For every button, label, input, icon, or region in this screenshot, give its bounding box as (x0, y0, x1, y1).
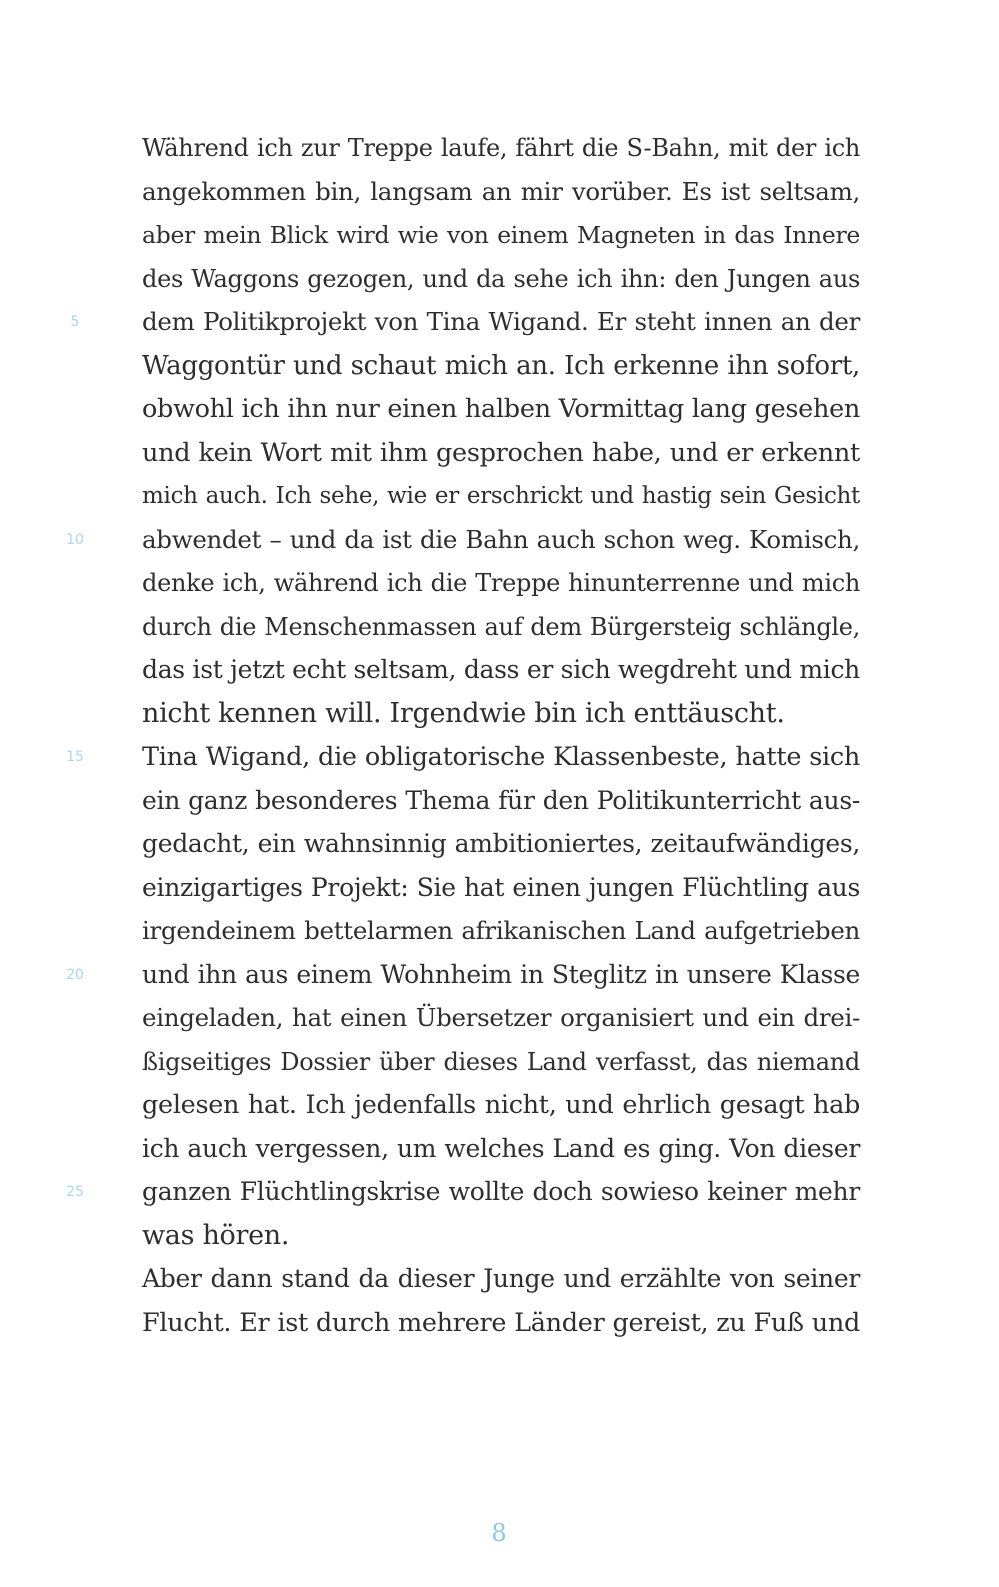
text-line: ßigseitiges Dossier über dieses Land verfasst, das niemand (142, 1048, 860, 1076)
line-number: 10 (66, 532, 84, 548)
text-line: durch die Menschenmassen auf dem Bürgersteig schlängle, (142, 613, 860, 641)
line-number: 25 (66, 1184, 84, 1200)
text-line: eingeladen, hat einen Übersetzer organisiert und ein drei- (142, 1003, 860, 1032)
text-line: ich auch vergessen, um welches Land es ging. Von dieser (142, 1134, 860, 1163)
text-line: gedacht, ein wahnsinnig ambitioniertes, zeitaufwändiges, (142, 829, 860, 858)
text-line: nicht kennen will. Irgendwie bin ich enttäuscht. (142, 698, 785, 729)
text-line: irgendeinem bettelarmen afrikanischen Land aufgetrieben (142, 916, 860, 945)
page-number: 8 (491, 1519, 507, 1547)
text-line: mich auch. Ich sehe, wie er erschrickt und hastig sein Gesicht (142, 483, 860, 509)
text-line: obwohl ich ihn nur einen halben Vormittag lang gesehen (142, 394, 860, 424)
text-line: Während ich zur Treppe laufe, fährt die S-Bahn, mit der ich (142, 134, 860, 162)
text-line: Tina Wigand, die obligatorische Klassenbeste, hatte sich (142, 742, 860, 772)
text-line: ganzen Flüchtlingskrise wollte doch sowieso keiner mehr (142, 1177, 860, 1206)
line-number: 15 (66, 749, 84, 765)
text-line: denke ich, während ich die Treppe hinunterrenne und mich (142, 569, 860, 597)
text-line: das ist jetzt echt seltsam, dass er sich wegdreht und mich (142, 655, 860, 684)
text-line: angekommen bin, langsam an mir vorüber. Es ist seltsam, (142, 177, 860, 206)
text-line: was hören. (142, 1220, 290, 1251)
text-line: gelesen hat. Ich jedenfalls nicht, und ehrlich gesagt hab (142, 1090, 860, 1120)
text-line: abwendet – und da ist die Bahn auch schon weg. Komisch, (142, 525, 860, 554)
text-line: Flucht. Er ist durch mehrere Länder gereist, zu Fuß und (142, 1308, 860, 1338)
line-number: 5 (70, 314, 80, 330)
line-number: 20 (66, 967, 84, 983)
text-line: einzigartiges Projekt: Sie hat einen jungen Flüchtling aus (142, 873, 860, 902)
text-line: aber mein Blick wird wie von einem Magneten in das Innere (142, 221, 860, 249)
text-line: Waggontür und schaut mich an. Ich erkenne ihn sofort, (142, 351, 860, 381)
text-line: und kein Wort mit ihm gesprochen habe, und er erkennt (142, 438, 860, 468)
text-line: Aber dann stand da dieser Junge und erzählte von seiner (142, 1264, 860, 1293)
text-line: des Waggons gezogen, und da sehe ich ihn: den Jungen aus (142, 265, 860, 293)
text-line: und ihn aus einem Wohnheim in Steglitz in unsere Klasse (142, 960, 860, 989)
text-line: ein ganz besonderes Thema für den Politikunterricht aus- (142, 786, 860, 815)
text-line: dem Politikprojekt von Tina Wigand. Er steht innen an der (142, 307, 860, 336)
